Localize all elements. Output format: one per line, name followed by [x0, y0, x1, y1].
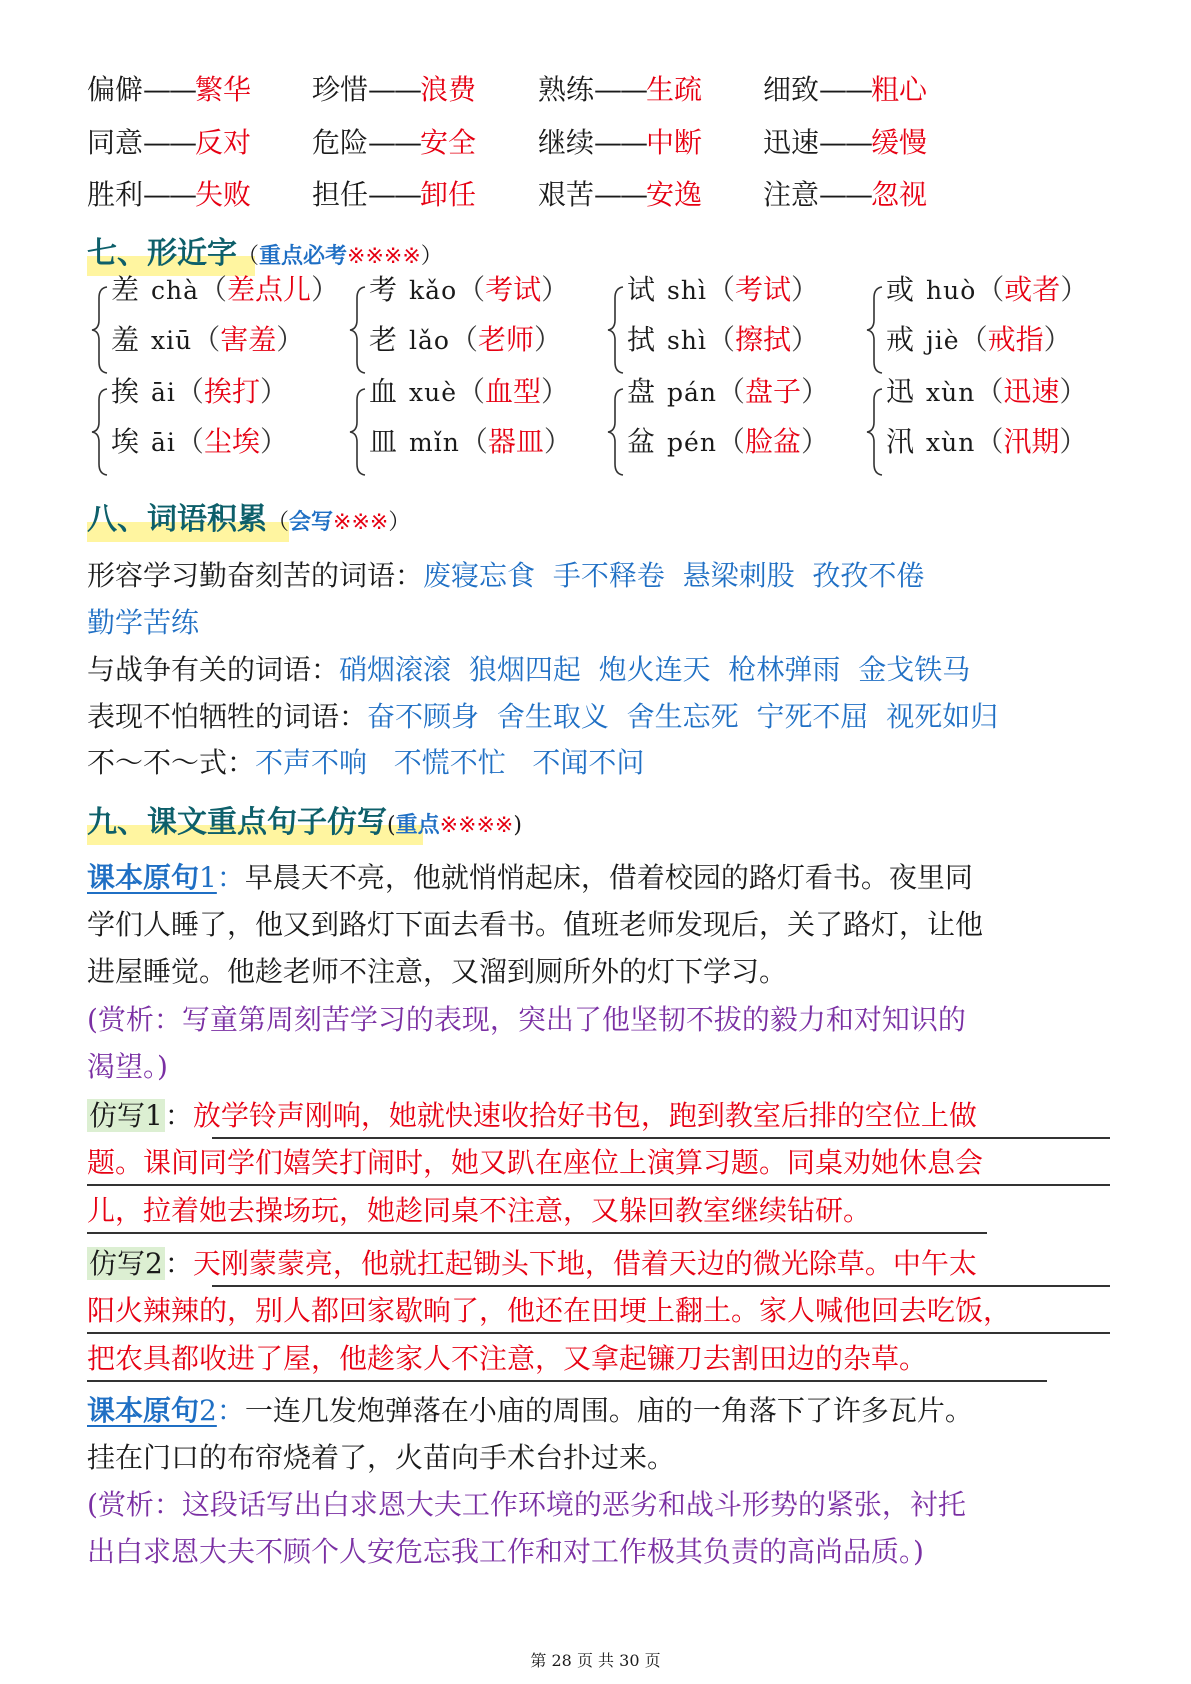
similar-char-entry: 皿 mǐn（器皿）: [369, 425, 572, 458]
similar-char-entry: 汛 xùn（汛期）: [886, 425, 1088, 458]
brace-icon: [864, 284, 884, 376]
imitation-label: 仿写1: [89, 1099, 163, 1132]
antonym-pair: 偏僻——繁华: [87, 73, 252, 106]
similar-char-entry: 拭 shì（擦拭）: [627, 323, 819, 356]
antonym-pair: 危险——安全: [312, 126, 477, 159]
similar-char-entry: 试 shì（考试）: [627, 273, 819, 306]
similar-char-entry: 或 huò（或者）: [886, 273, 1089, 306]
antonym-pair: 熟练——生疏: [538, 73, 703, 106]
antonym-pair: 珍惜——浪费: [312, 73, 477, 106]
original-label: 课本原句1: [87, 861, 217, 894]
similar-char-entry: 埃 āi（尘埃）: [111, 425, 288, 458]
similar-char-entry: 迅 xùn（迅速）: [886, 375, 1088, 408]
antonym-pair: 胜利——失败: [87, 178, 252, 211]
similar-char-entry: 盘 pán（盘子）: [627, 375, 830, 408]
similar-char-entry: 血 xuè（血型）: [369, 375, 570, 408]
document-page: 偏僻——繁华 珍惜——浪费 熟练——生疏 细致——粗心 同意——反对 危险——安全 继续——中断 迅速——缓慢 胜利——失败 担任——卸任 艰苦——安逸 注意——忽视 七、形近字（重点必考※※※※） 差 chà（差点儿） 羞 xiū（害羞） 考 kǎo（考试） 老 lǎo（老师） 试 shì（考试） 拭 shì（擦拭） 或 huò（或者） 戒 jiè（戒指） 挨 āi（挨打） 埃 āi（尘埃） 血 xuè（血型） 皿 mǐn（器皿） 盘 pán（盘子） 盆 pén（脸盆） 迅 xùn（迅速） 汛 xùn（汛期） 八、词语积累（会写※※※） 形容学习勤奋刻苦的词语：废寝忘食 手不释卷 悬梁刺股 孜孜不倦 勤学苦练 与战争有关的词语：硝烟滚滚 狼烟四起 炮火连天 枪林弹雨 金戈铁马 表现不怕牺牲的词语：奋不顾身 舍生取义 舍生忘死 宁死不屈 视死如归 不～不～式：不声不响 不慌不忙 不闻不问 九、课文重点句子仿写(重点※※※※) 课本原句1：早晨天不亮，他就悄悄起床，借着校园的路灯看书。夜里同 学们人睡了，他又到路灯下面去看书。值班老师发现后，关了路灯，让他 进屋睡觉。他趁老师不注意，又溜到厕所外的灯下学习。 (赏析：写童第周刻苦学习的表现，突出了他坚韧不拔的毅力和对知识的 渴望。) 仿写1：放学铃声刚响，她就快速收拾好书包，跑到教室后排的空位上做 题。课间同学们嬉笑打闹时，她又趴在座位上演算习题。同桌劝她休息会 儿，拉着她去操场玩，她趁同桌不注意，又躲回教室继续钻研。 仿写2：天刚蒙蒙亮，他就扛起锄头下地，借着天边的微光除草。中午太 阳火辣辣的，别人都回家歇晌了，他还在田埂上翻土。家人喊他回去吃饭， 把农具都收进了屋，他趁家人不注意，又拿起镰刀去割田边的杂草。 课本原句2：一连几发炮弹落在小庙的周围。庙的一角落下了许多瓦片。 挂在门口的布帘烧着了，火苗向手术台扑过来。 (赏析：这段话写出白求恩大夫工作环境的恶劣和战斗形势的紧张，衬托 出白求恩大夫不顾个人安危忘我工作和对工作极其负责的高尚品质。) 第 28 页 共 30 页: [0, 0, 1191, 1684]
imitation-label: 仿写2: [89, 1247, 163, 1280]
brace-icon: [605, 284, 625, 376]
antonym-pair: 迅速——缓慢: [763, 126, 928, 159]
similar-char-entry: 考 kǎo（考试）: [369, 273, 570, 306]
section-heading: 九、课文重点句子仿写(重点※※※※): [87, 801, 522, 845]
section-heading: 七、形近字（重点必考※※※※）: [87, 232, 443, 276]
original-label: 课本原句2: [87, 1394, 217, 1427]
brace-icon: [864, 386, 884, 478]
brace-icon: [347, 386, 367, 478]
similar-char-entry: 盆 pén（脸盆）: [627, 425, 829, 458]
antonym-pair: 细致——粗心: [763, 73, 928, 106]
similar-char-entry: 差 chà（差点儿）: [111, 273, 340, 306]
similar-char-entry: 老 lǎo（老师）: [369, 323, 563, 356]
similar-char-entry: 羞 xiū（害羞）: [111, 323, 305, 356]
antonym-pair: 注意——忽视: [763, 178, 928, 211]
word-row: 不～不～式：不声不响 不慌不忙 不闻不问: [87, 746, 645, 779]
word-row: 与战争有关的词语：硝烟滚滚 狼烟四起 炮火连天 枪林弹雨 金戈铁马: [87, 653, 971, 686]
similar-char-entry: 挨 āi（挨打）: [111, 375, 288, 408]
section-heading: 八、词语积累（会写※※※）: [87, 498, 410, 542]
antonym-pair: 同意——反对: [87, 126, 252, 159]
antonym-pair: 艰苦——安逸: [538, 178, 703, 211]
word-row: 形容学习勤奋刻苦的词语：废寝忘食 手不释卷 悬梁刺股 孜孜不倦: [87, 559, 925, 592]
word-row: 表现不怕牺牲的词语：奋不顾身 舍生取义 舍生忘死 宁死不屈 视死如归: [87, 700, 999, 733]
brace-icon: [605, 386, 625, 478]
word-row: 勤学苦练: [87, 606, 200, 639]
similar-char-entry: 戒 jiè（戒指）: [886, 323, 1072, 356]
brace-icon: [89, 284, 109, 376]
antonym-pair: 继续——中断: [538, 126, 703, 159]
page-footer: 第 28 页 共 30 页: [530, 1651, 661, 1670]
brace-icon: [347, 284, 367, 376]
antonym-pair: 担任——卸任: [312, 178, 477, 211]
brace-icon: [89, 386, 109, 478]
